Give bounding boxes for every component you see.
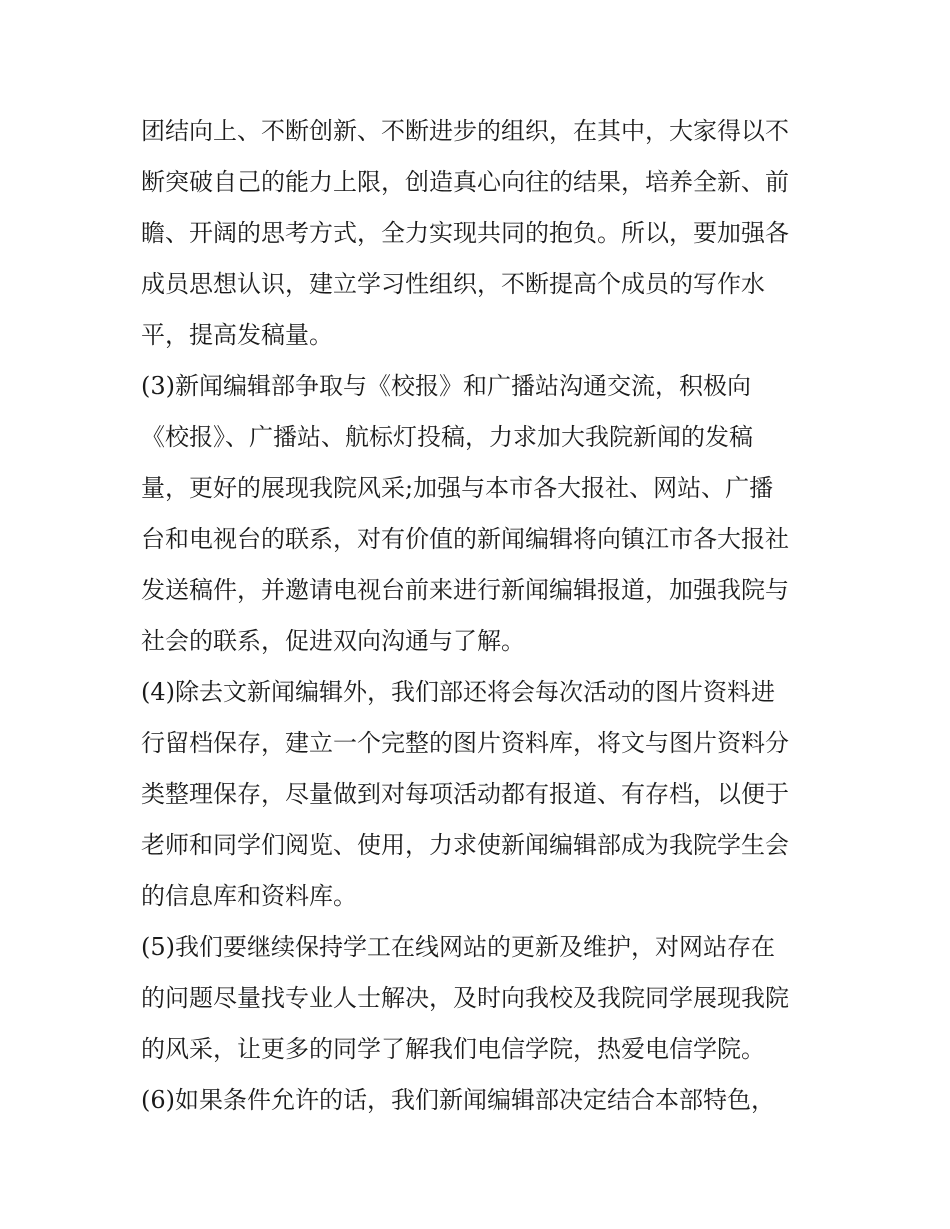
text-line: 台和电视台的联系，对有价值的新闻编辑将向镇江市各大报社 xyxy=(141,525,789,553)
text-line: 行留档保存，建立一个完整的图片资料库，将文与图片资料分 xyxy=(141,729,789,757)
text-line: 平，提高发稿量。 xyxy=(141,321,333,349)
text-line: 瞻、开阔的思考方式，全力实现共同的抱负。所以，要加强各 xyxy=(141,219,789,247)
text-line: 发送稿件，并邀请电视台前来进行新闻编辑报道，加强我院与 xyxy=(141,576,789,604)
text-line: (3)新闻编辑部争取与《校报》和广播站沟通交流，积极向 xyxy=(141,372,751,400)
text-line: 社会的联系，促进双向沟通与了解。 xyxy=(141,627,525,655)
text-line: 团结向上、不断创新、不断进步的组织，在其中，大家得以不 xyxy=(141,117,789,145)
text-line: 《校报》、广播站、航标灯投稿，力求加大我院新闻的发稿 xyxy=(141,423,753,451)
text-line: (5)我们要继续保持学工在线网站的更新及维护，对网站存在 xyxy=(141,933,775,961)
text-line: 的风采，让更多的同学了解我们电信学院，热爱电信学院。 xyxy=(141,1035,765,1063)
text-line: 量，更好的展现我院风采;加强与本市各大报社、网站、广播 xyxy=(141,474,774,502)
text-line: 断突破自己的能力上限，创造真心向往的结果，培养全新、前 xyxy=(141,168,789,196)
text-line: 的问题尽量找专业人士解决，及时向我校及我院同学展现我院 xyxy=(141,984,789,1012)
paragraph-item-4 xyxy=(141,667,821,922)
text-line: 成员思想认识，建立学习性组织，不断提高个成员的写作水 xyxy=(141,270,765,298)
document-body xyxy=(141,106,821,1126)
paragraph-item-6 xyxy=(141,1075,821,1126)
paragraph-intro-continued xyxy=(141,106,821,361)
paragraph-item-5 xyxy=(141,922,821,1075)
text-line: (6)如果条件允许的话，我们新闻编辑部决定结合本部特色， xyxy=(141,1086,775,1114)
text-line: 的信息库和资料库。 xyxy=(141,882,357,910)
paragraph-item-3 xyxy=(141,361,821,667)
text-line: 类整理保存，尽量做到对每项活动都有报道、有存档，以便于 xyxy=(141,780,789,808)
text-line: 老师和同学们阅览、使用，力求使新闻编辑部成为我院学生会 xyxy=(141,831,789,859)
text-line: (4)除去文新闻编辑外，我们部还将会每次活动的图片资料进 xyxy=(141,678,775,706)
